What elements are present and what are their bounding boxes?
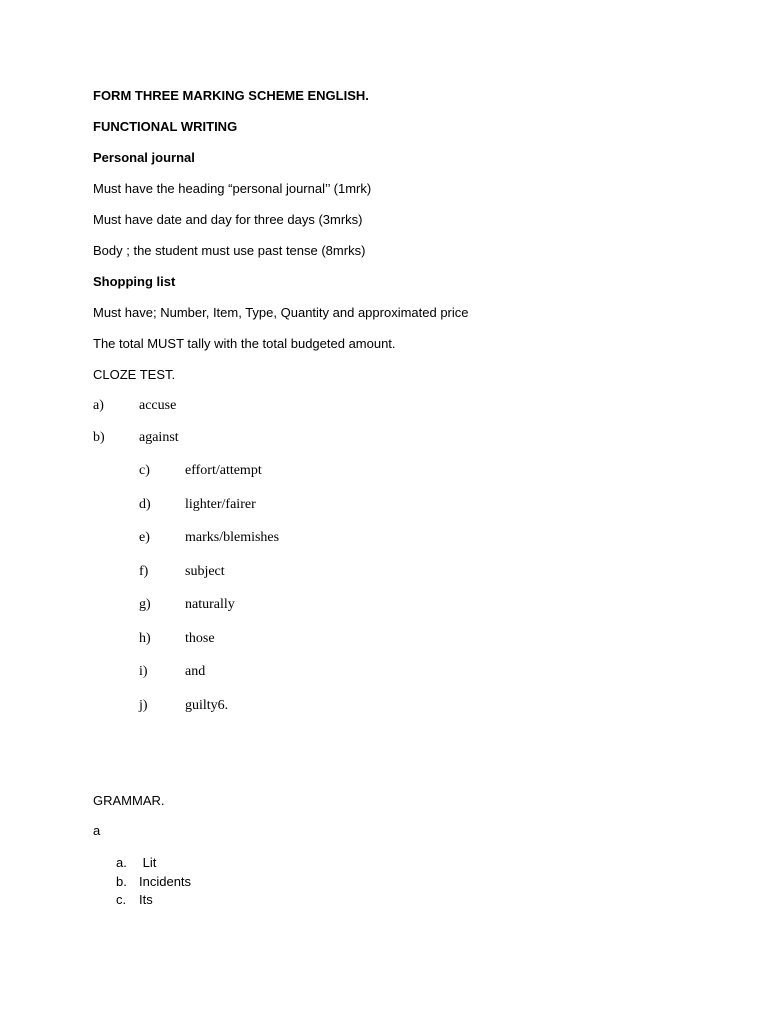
- journal-point: Body ; the student must use past tense (8mrks): [93, 243, 366, 258]
- heading-personal-journal: Personal journal: [93, 150, 195, 165]
- cloze-answer-text: accuse: [139, 398, 177, 413]
- cloze-answer-label: c): [139, 463, 150, 478]
- cloze-answer-text: against: [139, 430, 179, 445]
- shopping-point: Must have; Number, Item, Type, Quantity and approximated price: [93, 305, 469, 320]
- cloze-answer-label: b): [93, 430, 105, 445]
- cloze-answer-text: and: [185, 664, 206, 679]
- grammar-item-label: c.: [116, 892, 127, 907]
- grammar-subsection-label: a: [93, 823, 101, 838]
- cloze-answer-text: naturally: [185, 597, 235, 612]
- heading-grammar: GRAMMAR.: [93, 793, 165, 808]
- cloze-answer-text: marks/blemishes: [185, 530, 280, 545]
- document-title: FORM THREE MARKING SCHEME ENGLISH.: [93, 88, 369, 103]
- heading-cloze-test: CLOZE TEST.: [93, 367, 176, 382]
- cloze-answer-label: g): [139, 597, 151, 612]
- cloze-answer-text: those: [185, 631, 215, 646]
- cloze-answer-label: i): [139, 664, 148, 679]
- cloze-answer-label: d): [139, 497, 151, 512]
- cloze-answer-text: subject: [185, 564, 225, 579]
- cloze-answer-label: a): [93, 398, 104, 413]
- cloze-answer-label: j): [139, 698, 148, 713]
- cloze-answer-text: guilty6.: [185, 698, 229, 713]
- grammar-item-text: Incidents: [139, 874, 192, 889]
- cloze-answer-label: f): [139, 564, 149, 579]
- grammar-item-text: Lit: [139, 855, 157, 870]
- journal-point: Must have the heading “personal journal’’ (1mrk): [93, 181, 372, 196]
- cloze-answer-label: h): [139, 631, 151, 646]
- cloze-answer-label: e): [139, 530, 150, 545]
- grammar-item-label: a.: [116, 855, 127, 870]
- journal-point: Must have date and day for three days (3mrks): [93, 212, 363, 227]
- section-heading-functional-writing: FUNCTIONAL WRITING: [93, 119, 238, 134]
- cloze-answer-text: effort/attempt: [185, 463, 262, 478]
- cloze-answer-text: lighter/fairer: [185, 497, 256, 512]
- grammar-item-text: Its: [139, 892, 153, 907]
- heading-shopping-list: Shopping list: [93, 274, 176, 289]
- grammar-item-label: b.: [116, 874, 127, 889]
- shopping-point: The total MUST tally with the total budgeted amount.: [93, 336, 396, 351]
